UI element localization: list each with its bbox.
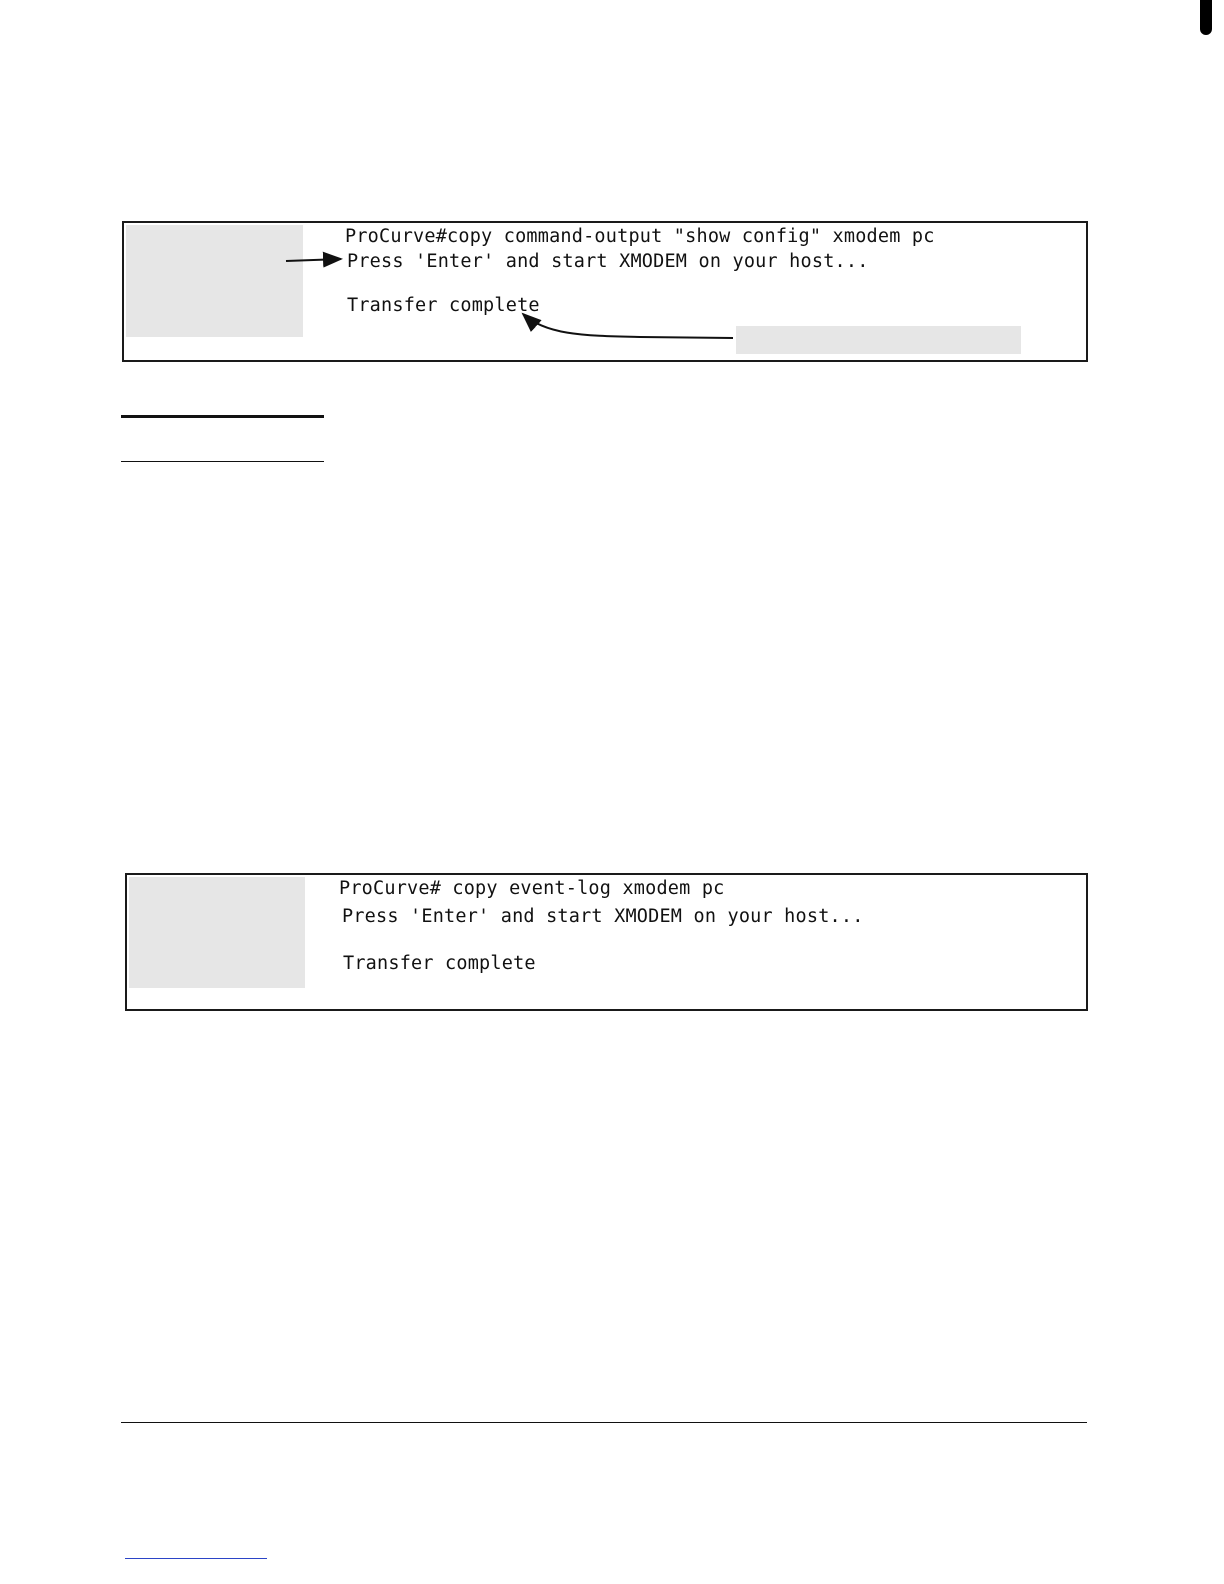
terminal-line-command: ProCurve#copy command-output "show config" xmodem pc [345, 226, 935, 247]
terminal-line-status: Transfer complete [343, 953, 536, 974]
footer-rule [121, 1422, 1087, 1423]
terminal-line-prompt: Press 'Enter' and start XMODEM on your host... [342, 906, 864, 927]
terminal-line-command: ProCurve# copy event-log xmodem pc [339, 878, 725, 899]
footer-link-underline[interactable] [125, 1558, 267, 1559]
terminal-line-prompt: Press 'Enter' and start XMODEM on your host... [347, 251, 869, 272]
heading-rule-bottom [121, 461, 324, 462]
heading-rule-top [121, 415, 324, 418]
terminal-line-status: Transfer complete [347, 295, 540, 316]
figure-2-terminal-screen [125, 873, 1088, 1011]
callout-placeholder-left [129, 877, 305, 988]
